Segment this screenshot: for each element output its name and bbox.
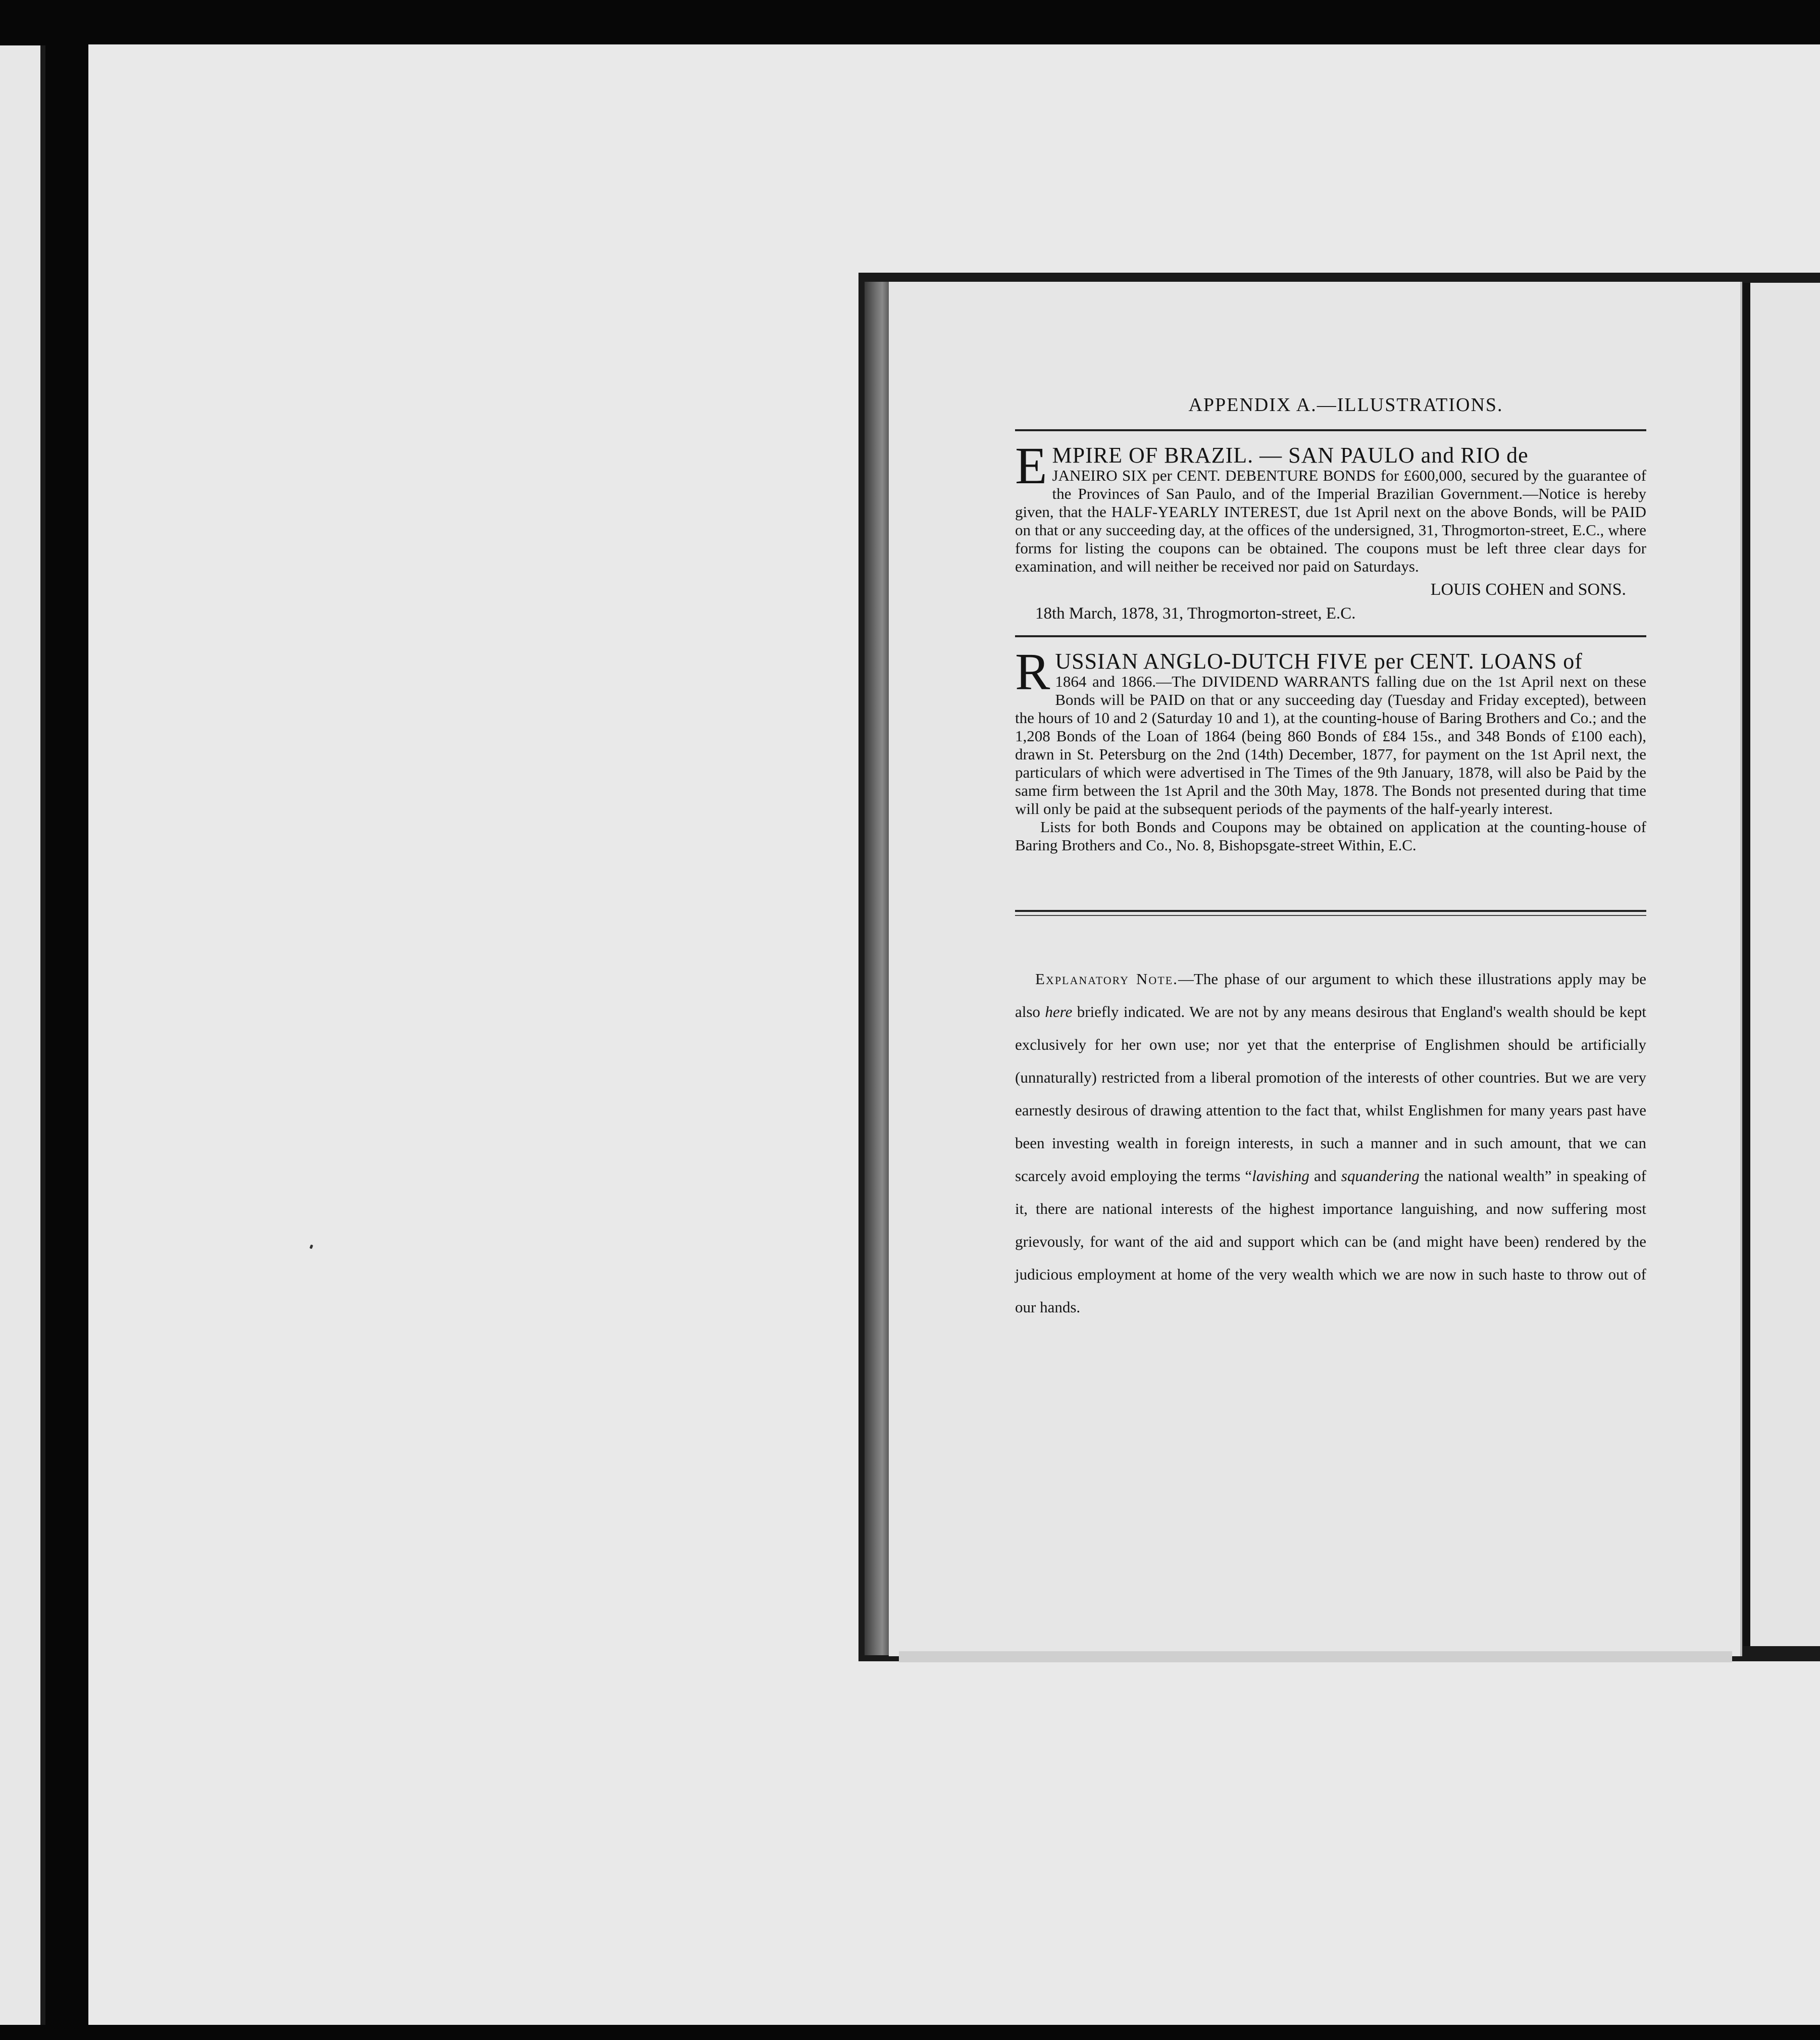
advert-russia-headline: USSIAN ANGLO-DUTCH FIVE per CENT. LOANS of — [1055, 649, 1583, 674]
note-emphasis-lavishing: lavishing — [1252, 1167, 1309, 1185]
drop-cap-e: E — [1015, 437, 1047, 495]
note-emphasis-here: here — [1045, 1003, 1073, 1021]
note-text-1: —The phase of our argument to which these illustrations apply may be also — [1015, 970, 1646, 1021]
advert-brazil — [1015, 437, 1646, 623]
page-heading: APPENDIX A.—ILLUSTRATIONS. — [1188, 394, 1503, 416]
note-text-2: briefly indicated. We are not by any means desirous that England's wealth should be kept exclusively for her own use; nor yet that the enterprise of Englishmen should be artificially (unnaturally) restricted from a liberal promotion of the interests of other countries. But we are very earnestly desirous of drawing attention to the fact that, whilst Englishmen for many years past have been investing wealth in foreign interests, in such a manner and in such amount, that we can scarcely avoid employing the terms “ — [1015, 1003, 1647, 1185]
note-emphasis-squandering: squandering — [1341, 1167, 1420, 1185]
facing-page-edge — [1743, 283, 1820, 1646]
page-bottom-edge — [899, 1651, 1732, 1662]
note-text-4: the national wealth” in speaking of it, there are national interests of the highest importance languishing, and now suffering most grievously, for want of the aid and support which can be (and might have been) rendered by the judicious employment at home of the very wealth which we are now in such haste to throw out of our hands. — [1015, 1167, 1646, 1316]
drop-cap-r: R — [1015, 643, 1050, 701]
advert-brazil-dateline: 18th March, 1878, 31, Throgmorton-street, E.C. — [1035, 604, 1356, 623]
advert-russia — [1015, 643, 1646, 854]
note-label: Explanatory Note. — [1035, 970, 1178, 988]
note-text-3: and — [1309, 1167, 1341, 1185]
book-gutter — [865, 282, 890, 1655]
rule-top — [1015, 429, 1646, 431]
previous-frame-edge — [0, 45, 45, 2025]
advert-russia-body: 1864 and 1866.—The DIVIDEND WARRANTS falling due on the 1st April next on these Bonds will be PAID on that or any succeeding day (Tuesday and Friday excepted), between the hours of 10 and 2 (Saturday 10 and 1), at the counting-house of Baring Brothers and Co.; and the 1,208 Bonds of the Loan of 1864 (being 860 Bonds of £84 15s., and 348 Bonds of £100 each), drawn in St. Petersburg on the 2nd (14th) December, 1877, for payment on the 1st April next, the particulars of which were advertised in The Times of the 9th January, 1878, will also be Paid by the same firm between the 1st April and the 30th May, 1878. The Bonds not presented during that time will only be paid at the subsequent periods of the payments of the half-yearly interest. — [1015, 673, 1646, 818]
explanatory-note — [1015, 962, 1646, 1323]
advert-russia-paragraph-2: Lists for both Bonds and Coupons may be obtained on application at the counting-house of Baring Brothers and Co., No. 8, Bishopsgate-street Within, E.C. — [1015, 818, 1646, 854]
advert-brazil-body: JANEIRO SIX per CENT. DEBENTURE BONDS for £600,000, secured by the guarantee of the Provinces of San Paulo, and of the Imperial Brazilian Government.—Notice is hereby given, that the HALF-YEARLY INTEREST, due 1st April next on the above Bonds, will be PAID on that or any succeeding day, at the offices of the undersigned, 31, Throgmorton-street, E.C., where forms for listing the coupons can be obtained. The coupons must be left three clear days for examination, and will neither be received nor paid on Saturdays. — [1015, 467, 1646, 575]
rule-middle — [1015, 635, 1646, 637]
rule-double — [1015, 910, 1646, 916]
page-content — [1015, 394, 1646, 1323]
advert-brazil-signature: LOUIS COHEN and SONS. — [1430, 580, 1626, 599]
advert-brazil-headline: MPIRE OF BRAZIL. — SAN PAULO and RIO de — [1052, 443, 1529, 468]
